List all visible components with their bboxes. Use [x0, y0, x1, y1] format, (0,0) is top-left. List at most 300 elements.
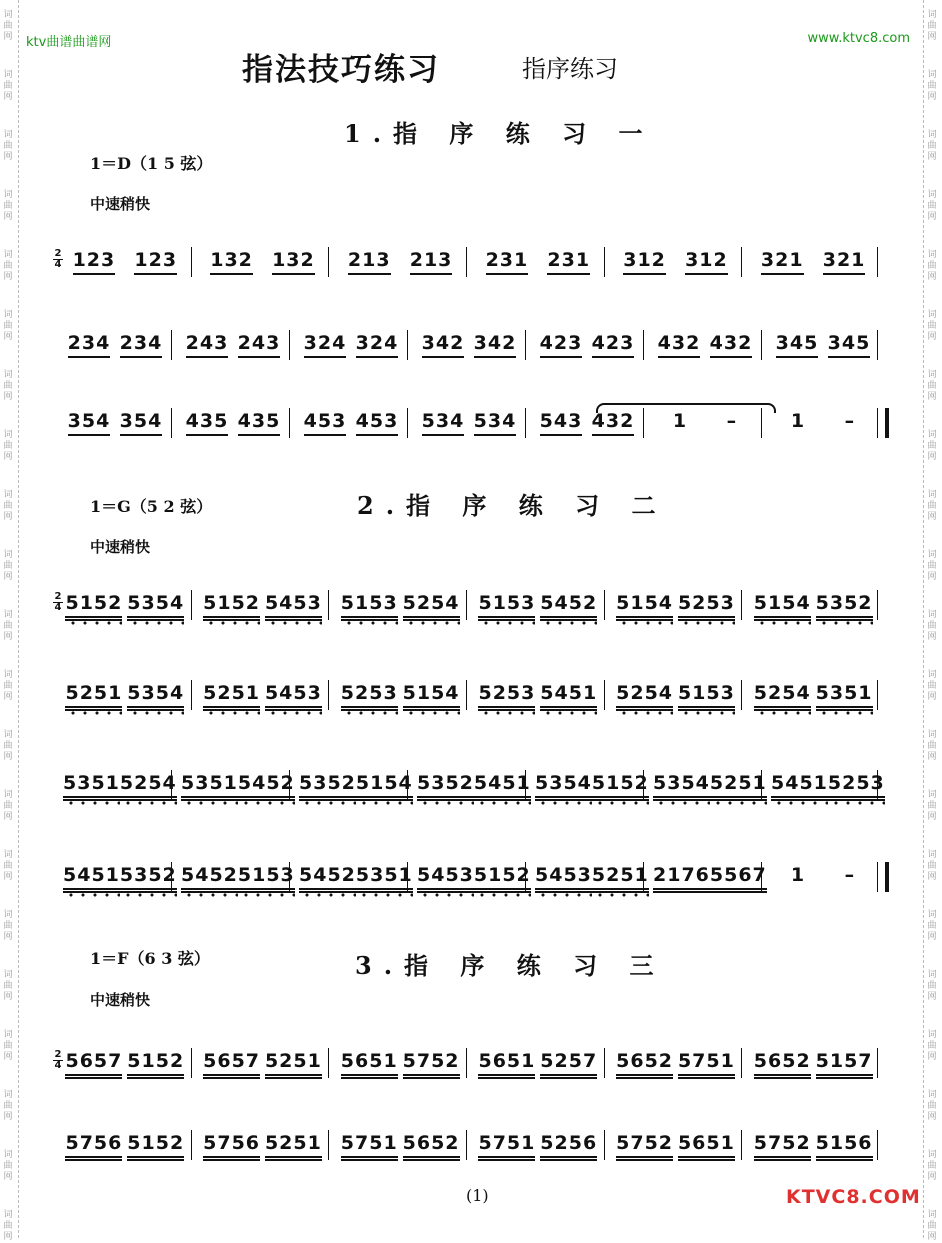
low-octave-dots [754, 711, 811, 715]
side-watermark-mark: 词 曲 网 [3, 430, 13, 462]
note-group: 5152 [127, 1050, 184, 1079]
side-watermark-mark: 词 曲 网 [927, 550, 937, 582]
left-margin-strip [0, 0, 19, 1242]
side-watermark-mark: 词 曲 网 [927, 310, 937, 342]
measure [417, 404, 521, 444]
low-octave-dots [474, 893, 531, 897]
note-group: 5352 [816, 592, 873, 621]
low-octave-dots [299, 801, 356, 805]
page-number: (1) [466, 1186, 489, 1205]
low-octave-dots [120, 801, 177, 805]
note-group: 5354 [127, 682, 184, 711]
score-row [55, 858, 881, 898]
note-group: 5453 [535, 864, 592, 893]
note-group: 234 [68, 332, 111, 358]
note-group: 5452 [299, 864, 356, 893]
note-group: 534 [474, 410, 517, 436]
low-octave-dots [417, 893, 474, 897]
note-group: 5657 [203, 1050, 260, 1079]
right-margin-strip [923, 0, 942, 1242]
note-group: 5157 [816, 1050, 873, 1079]
side-watermark-mark: 词 曲 网 [3, 490, 13, 522]
note-group: 5251 [265, 1132, 322, 1161]
low-octave-dots [771, 801, 828, 805]
section-3-key: 1＝F（6 3 弦） [90, 949, 210, 968]
note-group: 213 [410, 249, 453, 275]
dash-note: – [844, 410, 856, 432]
measure [63, 404, 167, 444]
side-watermark-mark: 词 曲 网 [3, 1150, 13, 1182]
note-group: 324 [356, 332, 399, 358]
side-watermark-mark: 词 曲 网 [927, 670, 937, 702]
section-2-key: 1＝G（5 2 弦） [90, 497, 213, 516]
low-octave-dots [238, 893, 295, 897]
measure [653, 326, 757, 366]
measure [63, 243, 187, 283]
bar-line [466, 590, 467, 620]
score-row [55, 1044, 881, 1084]
low-octave-dots [181, 801, 238, 805]
note-group: 5152 [203, 592, 260, 621]
low-octave-dots [754, 621, 811, 625]
measure [751, 1126, 875, 1166]
measure [417, 766, 531, 806]
note-group: 5452 [238, 772, 295, 801]
note-group: 5752 [616, 1132, 673, 1161]
low-octave-dots [127, 621, 184, 625]
note-group: 432 [592, 410, 635, 436]
section-1-key: 1＝D（1 5 弦） [90, 154, 213, 173]
side-watermark-mark: 词 曲 网 [927, 250, 937, 282]
side-watermark-mark: 词 曲 网 [3, 130, 13, 162]
low-octave-dots [403, 621, 460, 625]
dash-note: – [844, 864, 856, 886]
side-watermark-mark: 词 曲 网 [3, 250, 13, 282]
measure [201, 1044, 325, 1084]
low-octave-dots [828, 801, 885, 805]
note-group: 423 [592, 332, 635, 358]
side-watermark-mark: 词 曲 网 [3, 730, 13, 762]
note-group: 5756 [65, 1132, 122, 1161]
score-row [55, 676, 881, 716]
time-signature [53, 592, 63, 613]
score-row [55, 766, 885, 806]
measure [751, 243, 875, 283]
note-group: 5156 [816, 1132, 873, 1161]
bar-line [741, 590, 742, 620]
bar-line [289, 330, 290, 360]
measure [614, 586, 738, 626]
note-group: 5254 [120, 772, 177, 801]
measure [535, 858, 649, 898]
note-group: 5351 [63, 772, 120, 801]
measure [476, 676, 600, 716]
measure [417, 326, 521, 366]
note-group: 312 [623, 249, 666, 275]
bar-line [761, 770, 762, 800]
note-group: 1 [790, 410, 806, 432]
bar-line [877, 770, 878, 800]
side-watermark-mark: 词 曲 网 [3, 970, 13, 1002]
note-group: 5153 [341, 592, 398, 621]
bar-line [741, 1130, 742, 1160]
measure [771, 404, 875, 444]
note-group: 5453 [265, 592, 322, 621]
side-watermark-mark: 词 曲 网 [927, 130, 937, 162]
side-watermark-mark: 词 曲 网 [927, 1210, 937, 1242]
note-group: 5152 [592, 772, 649, 801]
measure [63, 586, 187, 626]
note-group: 5251 [592, 864, 649, 893]
measure [181, 766, 295, 806]
bar-line [466, 1130, 467, 1160]
bar-line [191, 1130, 192, 1160]
bar-line [604, 1048, 605, 1078]
side-watermark-mark: 词 曲 网 [927, 190, 937, 222]
note-group: 354 [68, 410, 111, 436]
note-group: 5451 [540, 682, 597, 711]
measure [299, 766, 413, 806]
note-group: 5152 [127, 1132, 184, 1161]
measure [771, 326, 875, 366]
time-signature-top: 2 [54, 591, 62, 602]
note-group: 5153 [678, 682, 735, 711]
side-watermark-mark: 词 曲 网 [3, 610, 13, 642]
final-bar-line [877, 408, 889, 438]
side-watermark-mark: 词 曲 网 [927, 70, 937, 102]
bar-line [466, 247, 467, 277]
note-group: 5352 [417, 772, 474, 801]
side-watermark-mark: 词 曲 网 [927, 850, 937, 882]
site-logo: KTVC8.COM [786, 1186, 921, 1208]
bar-line [328, 590, 329, 620]
note-group: 5451 [474, 772, 531, 801]
low-octave-dots [63, 893, 120, 897]
bar-line [877, 1130, 878, 1160]
note-group: 2176 [653, 864, 710, 893]
side-watermark-mark: 词 曲 网 [3, 10, 13, 42]
note-group: 5652 [616, 1050, 673, 1079]
time-signature-bottom: 4 [54, 1060, 62, 1071]
measure [299, 858, 413, 898]
note-group: 5354 [127, 592, 184, 621]
site-watermark-right: www.ktvc8.com [807, 31, 910, 46]
time-signature-bottom: 4 [54, 259, 62, 270]
side-watermark-mark: 词 曲 网 [3, 790, 13, 822]
bar-line [171, 862, 172, 892]
score-row [55, 1126, 881, 1166]
low-octave-dots [265, 621, 322, 625]
note-group: 345 [776, 332, 819, 358]
bar-line [525, 330, 526, 360]
low-octave-dots [203, 711, 260, 715]
bar-line [877, 680, 878, 710]
side-watermark-mark: 词 曲 网 [927, 610, 937, 642]
side-watermark-mark: 词 曲 网 [3, 370, 13, 402]
note-group: 5251 [203, 682, 260, 711]
measure [63, 766, 177, 806]
measure [476, 586, 600, 626]
note-group: 5351 [356, 864, 413, 893]
bar-line [191, 590, 192, 620]
measure [181, 404, 285, 444]
note-group: 5657 [65, 1050, 122, 1079]
measure [338, 586, 462, 626]
measure [653, 766, 767, 806]
bar-line [877, 247, 878, 277]
bar-line [604, 590, 605, 620]
side-watermark-mark: 词 曲 网 [3, 850, 13, 882]
bar-line [328, 1130, 329, 1160]
low-octave-dots [616, 621, 673, 625]
low-octave-dots [535, 893, 592, 897]
bar-line [466, 1048, 467, 1078]
note-group: 5651 [341, 1050, 398, 1079]
side-watermark-mark: 词 曲 网 [927, 490, 937, 522]
low-octave-dots [238, 801, 295, 805]
note-group: 5352 [299, 772, 356, 801]
low-octave-dots [616, 711, 673, 715]
note-group: 5253 [478, 682, 535, 711]
low-octave-dots [474, 801, 531, 805]
low-octave-dots [678, 711, 735, 715]
dash-note: – [726, 410, 738, 432]
note-group: 543 [540, 410, 583, 436]
side-watermark-mark: 词 曲 网 [3, 1210, 13, 1242]
measure [201, 243, 325, 283]
measure [751, 586, 875, 626]
low-octave-dots [65, 621, 122, 625]
measure [63, 676, 187, 716]
measure [181, 858, 295, 898]
measure [535, 766, 649, 806]
measure [338, 243, 462, 283]
note-group: 132 [272, 249, 315, 275]
note-group: 435 [186, 410, 229, 436]
low-octave-dots [403, 711, 460, 715]
measure [63, 858, 177, 898]
note-group: 534 [422, 410, 465, 436]
page-title: 指法技巧练习 [242, 52, 440, 88]
measure [338, 1126, 462, 1166]
note-group: 5253 [341, 682, 398, 711]
bar-line [604, 1130, 605, 1160]
section-2-tempo: 中速稍快 [90, 538, 151, 556]
side-watermark-mark: 词 曲 网 [927, 790, 937, 822]
score-row [55, 326, 881, 366]
bar-line [289, 408, 290, 438]
side-watermark-mark: 词 曲 网 [3, 310, 13, 342]
bar-line [171, 770, 172, 800]
bar-line [877, 590, 878, 620]
measure [751, 1044, 875, 1084]
site-watermark-left: ktv曲谱曲谱网 [26, 35, 112, 50]
side-watermark-mark: 词 曲 网 [927, 1090, 937, 1122]
bar-line [643, 330, 644, 360]
side-watermark-mark: 词 曲 网 [927, 10, 937, 42]
side-watermark-mark: 词 曲 网 [3, 190, 13, 222]
measure [63, 326, 167, 366]
note-group: 1 [790, 864, 806, 886]
note-group: 5254 [754, 682, 811, 711]
measure [299, 404, 403, 444]
measure [771, 766, 885, 806]
note-group: 5752 [403, 1050, 460, 1079]
low-octave-dots [710, 801, 767, 805]
measure [63, 1126, 187, 1166]
note-group: 354 [120, 410, 163, 436]
note-group: 5257 [540, 1050, 597, 1079]
measure [338, 1044, 462, 1084]
note-group: 324 [304, 332, 347, 358]
score-row [55, 586, 881, 626]
bar-line [466, 680, 467, 710]
note-group: 5154 [754, 592, 811, 621]
note-group: 234 [120, 332, 163, 358]
bar-line [191, 1048, 192, 1078]
note-group: 5451 [63, 864, 120, 893]
note-group: 5254 [616, 682, 673, 711]
bar-line [407, 862, 408, 892]
note-group: 5751 [678, 1050, 735, 1079]
low-octave-dots [341, 621, 398, 625]
note-group: 5652 [403, 1132, 460, 1161]
bar-line [877, 1048, 878, 1078]
note-group: 5452 [181, 864, 238, 893]
section-2-title: 2.指 序 练 习 二 [357, 491, 668, 520]
final-bar-line [877, 862, 889, 892]
bar-line [525, 770, 526, 800]
note-group: 5453 [265, 682, 322, 711]
bar-line [741, 247, 742, 277]
note-group: 5154 [356, 772, 413, 801]
note-group: 5253 [828, 772, 885, 801]
note-group: 5452 [540, 592, 597, 621]
low-octave-dots [653, 801, 710, 805]
note-group: 123 [73, 249, 116, 275]
low-octave-dots [540, 711, 597, 715]
note-group: 5152 [65, 592, 122, 621]
bar-line [289, 862, 290, 892]
measure [201, 586, 325, 626]
low-octave-dots [63, 801, 120, 805]
side-watermark-mark: 词 曲 网 [927, 910, 937, 942]
low-octave-dots [417, 801, 474, 805]
bar-line [761, 862, 762, 892]
low-octave-dots [203, 621, 260, 625]
low-octave-dots [181, 893, 238, 897]
note-group: 5354 [653, 772, 710, 801]
bar-line [643, 862, 644, 892]
bar-line [741, 1048, 742, 1078]
bar-line [328, 1048, 329, 1078]
note-group: 5751 [478, 1132, 535, 1161]
side-watermark-mark: 词 曲 网 [927, 370, 937, 402]
time-signature [53, 249, 63, 270]
low-octave-dots [356, 801, 413, 805]
low-octave-dots [592, 801, 649, 805]
note-group: 5153 [478, 592, 535, 621]
bar-line [741, 680, 742, 710]
note-group: 5152 [474, 864, 531, 893]
measure [417, 858, 531, 898]
note-group: 5752 [754, 1132, 811, 1161]
measure [751, 676, 875, 716]
note-group: 453 [304, 410, 347, 436]
note-group: 342 [474, 332, 517, 358]
note-group: 243 [186, 332, 229, 358]
measure [614, 243, 738, 283]
side-watermark-mark: 词 曲 网 [927, 430, 937, 462]
low-octave-dots [535, 801, 592, 805]
note-group: 5256 [540, 1132, 597, 1161]
note-group: 321 [761, 249, 804, 275]
note-group: 342 [422, 332, 465, 358]
bar-line [407, 330, 408, 360]
note-group: 231 [486, 249, 529, 275]
low-octave-dots [478, 711, 535, 715]
note-group: 5652 [754, 1050, 811, 1079]
side-watermark-mark: 词 曲 网 [3, 1030, 13, 1062]
note-group: 5453 [417, 864, 474, 893]
bar-line [407, 770, 408, 800]
note-group: 312 [685, 249, 728, 275]
note-group: 231 [547, 249, 590, 275]
note-group: 5354 [535, 772, 592, 801]
note-group: 5254 [403, 592, 460, 621]
note-group: 123 [134, 249, 177, 275]
note-group: 423 [540, 332, 583, 358]
measure [181, 326, 285, 366]
bar-line [171, 330, 172, 360]
side-watermark-mark: 词 曲 网 [927, 1150, 937, 1182]
bar-line [525, 862, 526, 892]
section-1-tempo: 中速稍快 [90, 195, 151, 213]
section-3-title: 3.指 序 练 习 三 [355, 951, 666, 980]
bar-line [604, 680, 605, 710]
bar-line [328, 680, 329, 710]
note-group: 5352 [120, 864, 177, 893]
note-group: 321 [823, 249, 866, 275]
note-group: 432 [658, 332, 701, 358]
low-octave-dots [127, 711, 184, 715]
note-group: 5351 [181, 772, 238, 801]
bar-line [604, 247, 605, 277]
measure [476, 1044, 600, 1084]
note-group: 5567 [710, 864, 767, 893]
note-group: 432 [710, 332, 753, 358]
measure [476, 1126, 600, 1166]
section-3-tempo: 中速稍快 [90, 991, 151, 1009]
time-signature [53, 1050, 63, 1071]
measure [771, 858, 875, 898]
side-watermark-mark: 词 曲 网 [3, 910, 13, 942]
score-row [55, 243, 881, 283]
note-group: 5651 [478, 1050, 535, 1079]
measure [614, 676, 738, 716]
low-octave-dots [341, 711, 398, 715]
low-octave-dots [678, 621, 735, 625]
page-subtitle: 指序练习 [522, 55, 618, 83]
note-group: 453 [356, 410, 399, 436]
tie-mark [596, 403, 776, 413]
side-watermark-mark: 词 曲 网 [927, 1030, 937, 1062]
note-group: 5651 [678, 1132, 735, 1161]
note-group: 435 [238, 410, 281, 436]
side-watermark-mark: 词 曲 网 [927, 970, 937, 1002]
low-octave-dots [356, 893, 413, 897]
note-group: 5351 [816, 682, 873, 711]
